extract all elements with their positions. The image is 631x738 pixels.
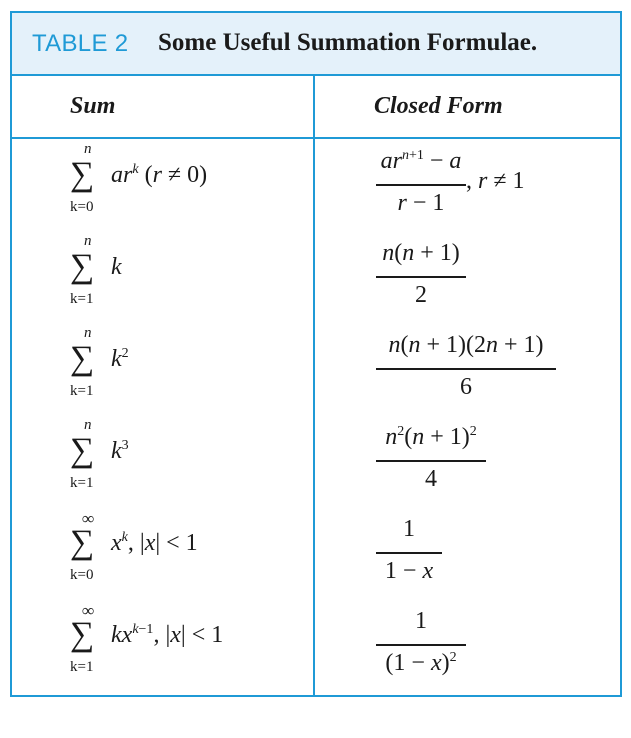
closed-form-numerator: 1: [415, 608, 427, 634]
sum-term: $k^3$: [111, 438, 129, 464]
closed-form-numerator: $n^2(n + 1)^2$: [385, 424, 477, 450]
sum-term: $k^2$: [111, 346, 129, 372]
sum-lower-limit: k=1: [70, 659, 94, 675]
table-row: [12, 417, 620, 509]
closed-form-numerator: $ar^{n+1} - a$: [380, 148, 462, 174]
column-header-sum: Sum: [70, 93, 116, 119]
fraction-bar: [376, 368, 556, 370]
sigma-symbol: ∑: [70, 340, 95, 377]
closed-form-fraction: [376, 240, 466, 316]
sum-lower-limit: k=0: [70, 567, 94, 583]
table-header: [12, 76, 620, 139]
sum-upper-limit: n: [84, 417, 92, 433]
table-label: TABLE 2: [32, 30, 129, 57]
closed-form-denominator: 4: [425, 466, 437, 492]
closed-form-condition: , r ≠ 1: [466, 168, 525, 194]
sum-term: $x^k$, |x| < 1: [111, 530, 198, 556]
closed-form-denominator: 6: [460, 374, 472, 400]
sum-lower-limit: k=1: [70, 475, 94, 491]
fraction-bar: [376, 644, 466, 646]
closed-form-fraction: [376, 148, 466, 224]
closed-form-numerator: n(n + 1): [382, 240, 460, 266]
closed-form-numerator: 1: [403, 516, 415, 542]
table-title-bar: [12, 13, 620, 76]
sum-term: k: [111, 254, 122, 280]
sigma-symbol: ∑: [70, 432, 95, 469]
closed-form-fraction: [376, 424, 486, 500]
column-header-closed-form: Closed Form: [374, 93, 503, 119]
closed-form-denominator: r − 1: [397, 190, 445, 216]
sigma-symbol: ∑: [70, 248, 95, 285]
table-row: [12, 601, 620, 693]
sum-term: $ar^k$ (r ≠ 0): [111, 162, 208, 188]
sum-lower-limit: k=0: [70, 199, 94, 215]
sum-lower-limit: k=1: [70, 383, 94, 399]
closed-form-fraction: [376, 608, 466, 684]
table-row: [12, 233, 620, 325]
sigma-symbol: ∑: [70, 616, 95, 653]
closed-form-numerator: n(n + 1)(2n + 1): [388, 332, 544, 358]
fraction-bar: [376, 552, 442, 554]
table-row: [12, 141, 620, 233]
table-row: [12, 509, 620, 601]
sum-term: $kx^{k-1}$, |x| < 1: [111, 622, 224, 648]
fraction-bar: [376, 460, 486, 462]
sum-lower-limit: k=1: [70, 291, 94, 307]
closed-form-denominator: 1 − x: [384, 558, 434, 584]
closed-form-denominator: $(1 - x)^2$: [385, 650, 457, 676]
closed-form-denominator: 2: [415, 282, 427, 308]
closed-form-fraction: [376, 332, 556, 408]
sigma-symbol: ∑: [70, 524, 95, 561]
sum-upper-limit: ∞: [82, 601, 95, 620]
sum-upper-limit: n: [84, 325, 92, 341]
sigma-symbol: ∑: [70, 156, 95, 193]
table-title: Some Useful Summation Formulae.: [158, 29, 538, 56]
closed-form-fraction: [376, 516, 442, 592]
fraction-bar: [376, 276, 466, 278]
summation-table: [10, 11, 622, 697]
sum-upper-limit: ∞: [82, 509, 95, 528]
sum-upper-limit: n: [84, 233, 92, 249]
table-row: [12, 325, 620, 417]
sum-upper-limit: n: [84, 141, 92, 157]
fraction-bar: [376, 184, 466, 186]
